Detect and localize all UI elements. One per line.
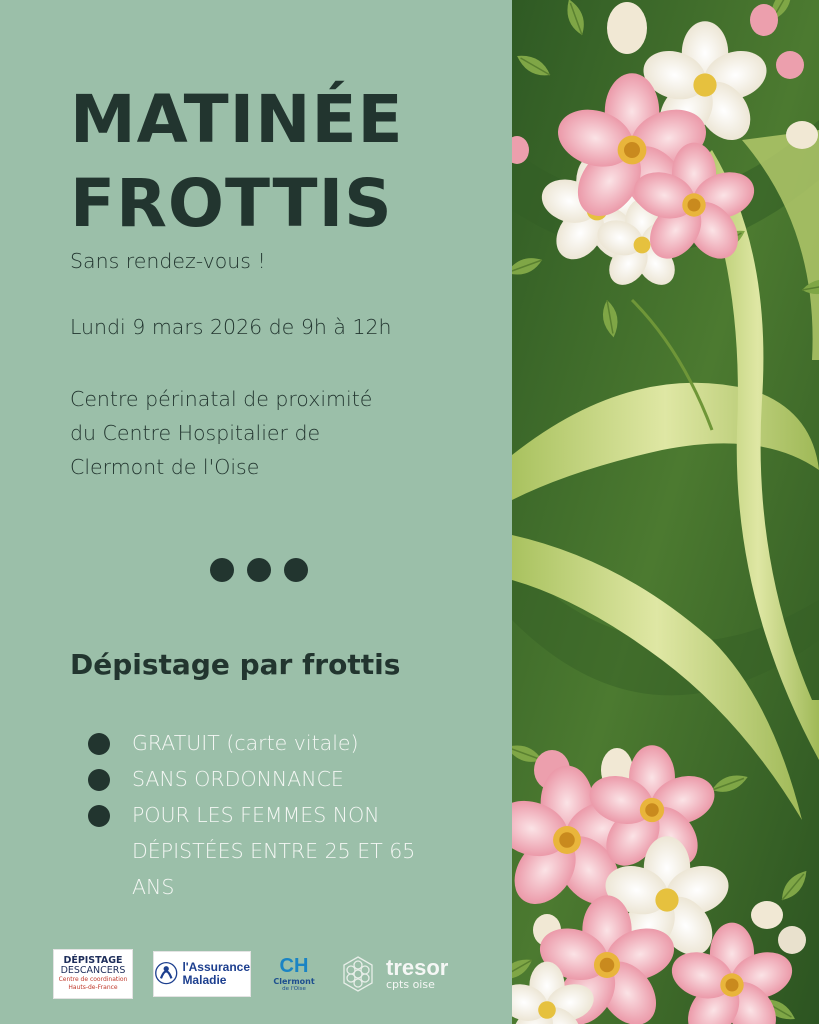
- subtitle: Sans rendez-vous !: [70, 249, 266, 273]
- location-line-2: du Centre Hospitalier de: [70, 421, 321, 445]
- dot-icon: [284, 558, 308, 582]
- bullet-icon: [88, 805, 110, 827]
- section-title: Dépistage par frottis: [70, 648, 401, 681]
- event-location: [70, 382, 372, 484]
- dot-icon: [247, 558, 271, 582]
- bullet-list: [88, 725, 442, 905]
- floral-panel-icon: [512, 0, 819, 1024]
- bullet-icon: [88, 733, 110, 755]
- page-title: [70, 78, 404, 246]
- location-line-1: Centre périnatal de proximité: [70, 387, 373, 411]
- bullet-item: [88, 725, 442, 761]
- depistage-cancers-logo: DÉPISTAGE DESCANCERS Centre de coordination Hauts-de-France: [54, 950, 132, 998]
- assurance-maladie-icon: [154, 957, 178, 991]
- clermont-hospital-logo: CH Clermont de l'Oise: [273, 955, 315, 992]
- partner-logos: [54, 950, 448, 998]
- bullet-item: [88, 797, 442, 905]
- separator-dots: [210, 558, 308, 582]
- title-line-1: MATINÉE: [70, 81, 404, 158]
- event-date: Lundi 9 mars 2026 de 9h à 12h: [70, 315, 392, 339]
- floral-panel: [512, 0, 819, 1024]
- bullet-item: [88, 761, 442, 797]
- bullet-text: GRATUIT (carte vitale): [132, 731, 359, 755]
- title-line-2: FROTTIS: [70, 165, 393, 242]
- tresor-hex-icon: [338, 954, 378, 994]
- tresor-cpts-logo: tresor cpts oise: [338, 954, 448, 994]
- bullet-text: SANS ORDONNANCE: [132, 767, 344, 791]
- assurance-maladie-logo: l'Assurance Maladie: [154, 952, 250, 996]
- bullet-icon: [88, 769, 110, 791]
- bullet-text: POUR LES FEMMES NON DÉPISTÉES ENTRE 25 ET 65 ANS: [132, 803, 416, 899]
- dot-icon: [210, 558, 234, 582]
- location-line-3: Clermont de l'Oise: [70, 455, 260, 479]
